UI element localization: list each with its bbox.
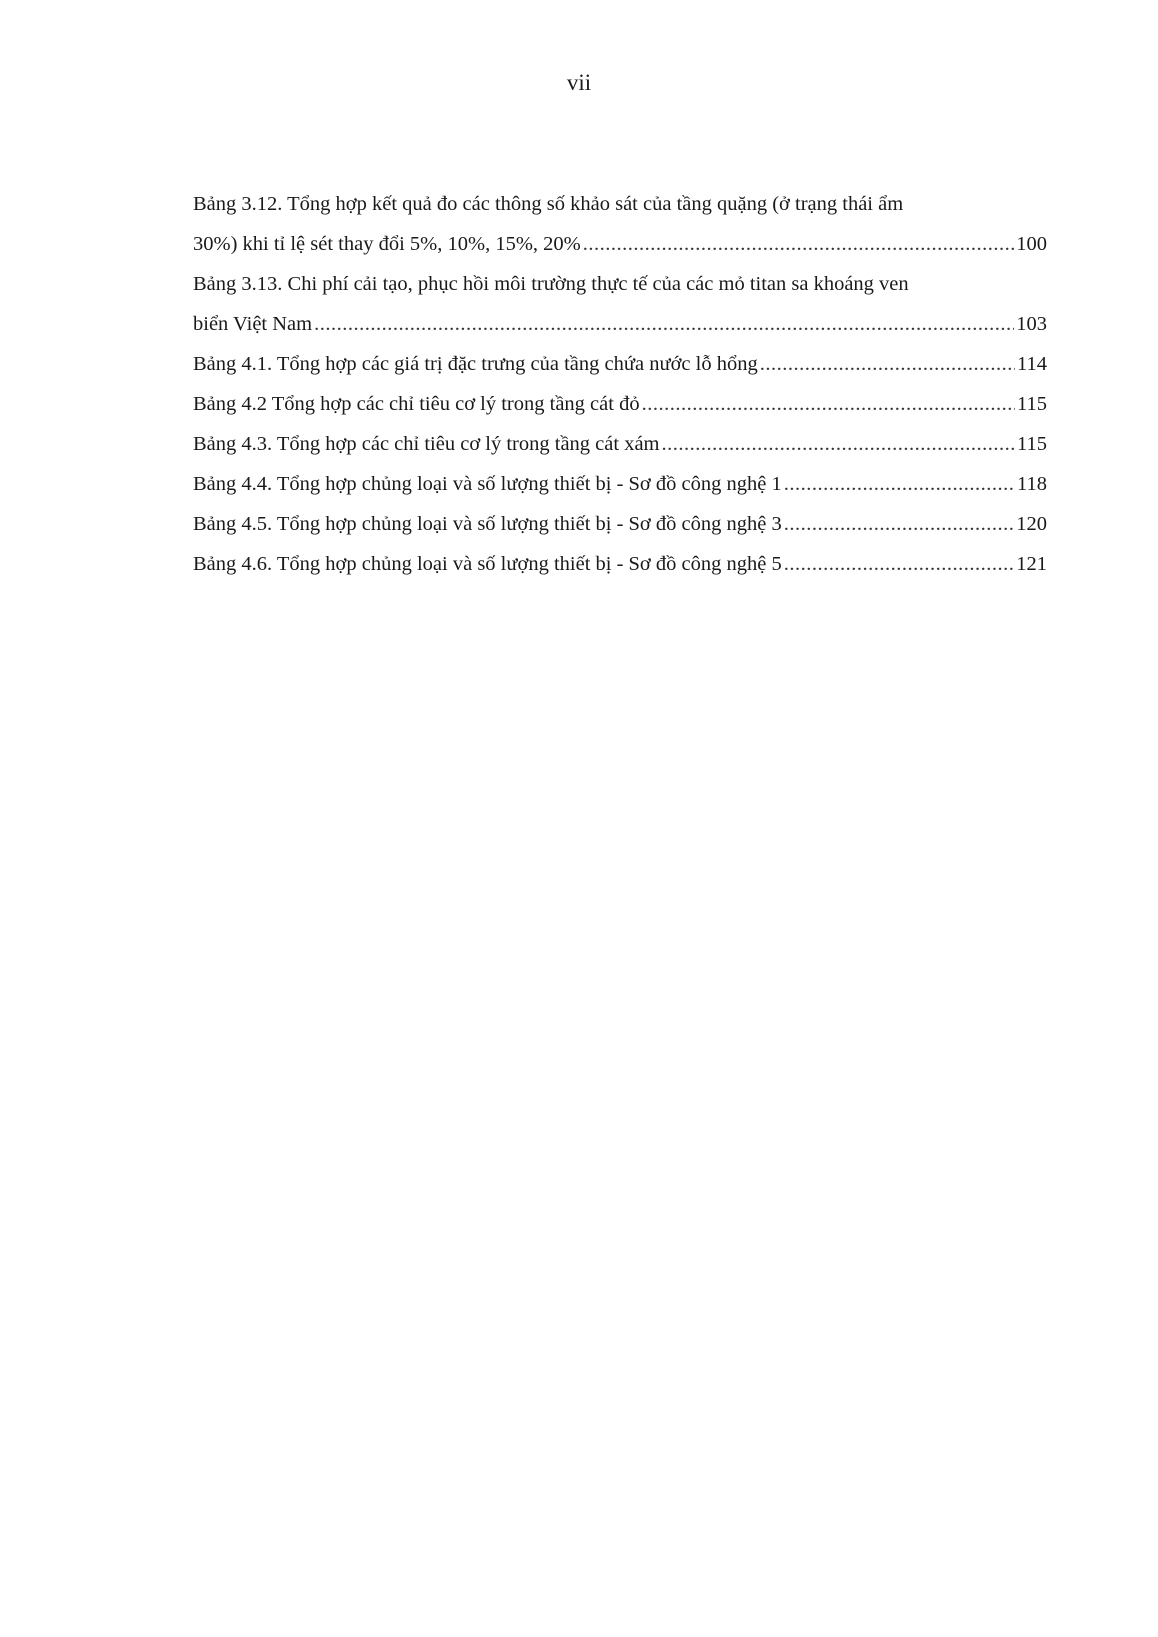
toc-entry-text: Bảng 4.1. Tổng hợp các giá trị đặc trưng của tầng chứa nước lỗ hổng — [193, 353, 758, 375]
toc-entry-bang-4-3[interactable] — [193, 424, 1047, 464]
toc-entry-bang-3-13[interactable] — [193, 264, 1047, 344]
toc-page-number: 103 — [1016, 313, 1047, 335]
toc-entry-bang-3-12[interactable] — [193, 184, 1047, 264]
toc-entry-text: 30%) khi tỉ lệ sét thay đổi 5%, 10%, 15%, 20% — [193, 233, 581, 255]
dot-leader — [314, 304, 1014, 344]
toc-page-number: 100 — [1016, 233, 1047, 255]
dot-leader — [642, 384, 1015, 424]
toc-entry-bang-4-1[interactable] — [193, 344, 1047, 384]
dot-leader — [784, 544, 1015, 584]
dot-leader — [784, 504, 1015, 544]
toc-entry-text: Bảng 4.5. Tổng hợp chủng loại và số lượng thiết bị - Sơ đồ công nghệ 3 — [193, 513, 782, 535]
toc-entry-text: Bảng 3.12. Tổng hợp kết quả đo các thông số khảo sát của tầng quặng (ở trạng thái ẩm — [193, 193, 904, 215]
dot-leader — [784, 464, 1015, 504]
toc-page-number: 115 — [1017, 393, 1047, 415]
toc-entry-text: Bảng 3.13. Chi phí cải tạo, phục hồi môi trường thực tế của các mỏ titan sa khoáng ven — [193, 273, 909, 295]
table-of-tables — [193, 184, 1047, 584]
toc-entry-bang-4-5[interactable] — [193, 504, 1047, 544]
toc-entry-text: Bảng 4.4. Tổng hợp chủng loại và số lượng thiết bị - Sơ đồ công nghệ 1 — [193, 473, 782, 495]
toc-entry-text: Bảng 4.2 Tổng hợp các chỉ tiêu cơ lý trong tầng cát đỏ — [193, 393, 640, 415]
toc-page-number: 120 — [1016, 513, 1047, 535]
toc-entry-bang-4-2[interactable] — [193, 384, 1047, 424]
toc-page-number: 118 — [1017, 473, 1047, 495]
dot-leader — [662, 424, 1016, 464]
toc-entry-text: Bảng 4.3. Tổng hợp các chỉ tiêu cơ lý trong tầng cát xám — [193, 433, 660, 455]
dot-leader — [760, 344, 1015, 384]
toc-page-number: 121 — [1016, 553, 1047, 575]
toc-page-number: 114 — [1017, 353, 1047, 375]
toc-entry-bang-4-4[interactable] — [193, 464, 1047, 504]
toc-entry-text: biển Việt Nam — [193, 313, 313, 335]
dot-leader — [583, 224, 1015, 264]
toc-entry-bang-4-6[interactable] — [193, 544, 1047, 584]
page-number: vii — [566, 70, 592, 95]
toc-page-number: 115 — [1017, 433, 1047, 455]
toc-entry-text: Bảng 4.6. Tổng hợp chủng loại và số lượng thiết bị - Sơ đồ công nghệ 5 — [193, 553, 782, 575]
